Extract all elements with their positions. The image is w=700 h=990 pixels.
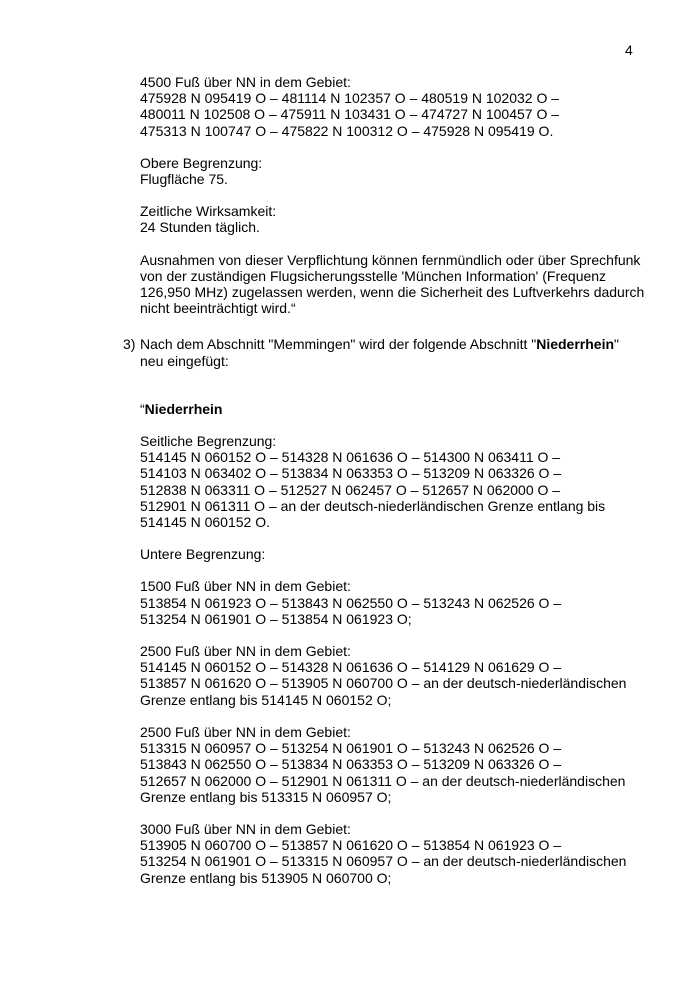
text-line: Grenze entlang bis 514145 N 060152 O;: [140, 691, 392, 708]
text-block-2: [140, 155, 645, 187]
section-heading: “Niederrhein: [140, 400, 223, 417]
text-line: 480011 N 102508 O – 475911 N 103431 O – 474727 N 100457 O –: [140, 106, 560, 123]
text-block-4: [140, 252, 645, 317]
page-content: [123, 74, 645, 902]
text-line: Obere Begrenzung:: [140, 154, 263, 171]
text-line: 24 Stunden täglich.: [140, 219, 260, 236]
text-line: Untere Begrenzung:: [140, 546, 266, 563]
text-line: 513843 N 062550 O – 513834 N 063353 O – 513209 N 063326 O –: [140, 756, 562, 773]
item-intro-line-1: Nach dem Abschnitt "Memmingen" wird der folgende Abschnitt "Niederrhein": [140, 336, 620, 353]
text-line: Grenze entlang bis 513905 N 060700 O;: [140, 869, 392, 886]
text-line: 512657 N 062000 O – 512901 N 061311 O – an der deutsch-niederländischen: [140, 772, 626, 789]
text-line: 512901 N 061311 O – an der deutsch-niederländischen Grenze entlang bis: [140, 497, 606, 514]
text-line: 512838 N 063311 O – 512527 N 062457 O – 512657 N 062000 O –: [140, 481, 561, 498]
text-line: Grenze entlang bis 513315 N 060957 O;: [140, 788, 392, 805]
text-line: 514145 N 060152 O – 514328 N 061636 O – 514129 N 061629 O –: [140, 659, 562, 676]
section-name-bold: Niederrhein: [536, 336, 615, 353]
text-line: 126,950 MHz) zugelassen werden, wenn die Sicherheit des Luftverkehrs dadurch: [140, 284, 645, 301]
text-line: 514145 N 060152 O.: [140, 514, 270, 531]
list-item-3: [123, 336, 645, 886]
sub-block-3: [140, 578, 645, 627]
text-line: Seitliche Begrenzung:: [140, 433, 277, 450]
continued-section: [140, 74, 645, 316]
sub-block-6: [140, 821, 645, 886]
text-line: 475313 N 100747 O – 475822 N 100312 O – 475928 N 095419 O.: [140, 122, 554, 139]
item-intro-line-2: neu eingefügt:: [140, 352, 229, 369]
text-block-3: [140, 203, 645, 235]
text-line: 2500 Fuß über NN in dem Gebiet:: [140, 643, 351, 660]
sub-block-4: [140, 643, 645, 708]
text-line: 513254 N 061901 O – 513854 N 061923 O;: [140, 610, 412, 627]
text-line: Flugfläche 75.: [140, 171, 228, 188]
list-item-body: [140, 336, 645, 885]
text-line: 513854 N 061923 O – 513843 N 062550 O – 513243 N 062526 O –: [140, 594, 562, 611]
text-line: 4500 Fuß über NN in dem Gebiet:: [140, 74, 351, 90]
page-number: 4: [625, 42, 633, 58]
list-marker: 3): [123, 336, 136, 353]
text-block-1: [140, 74, 645, 139]
sub-block-5: [140, 724, 645, 805]
sub-block-2: [140, 546, 645, 562]
text-line: 514103 N 063402 O – 513834 N 063353 O – 513209 N 063326 O –: [140, 465, 562, 482]
text-line: Zeitliche Wirksamkeit:: [140, 203, 277, 220]
niederrhein-section: [140, 433, 645, 886]
text-line: 513315 N 060957 O – 513254 N 061901 O – 513243 N 062526 O –: [140, 740, 562, 757]
text-line: 2500 Fuß über NN in dem Gebiet:: [140, 723, 351, 740]
text-line: 513254 N 061901 O – 513315 N 060957 O – an der deutsch-niederländischen: [140, 853, 627, 870]
text-line: nicht beeinträchtigt wird.“: [140, 300, 296, 317]
text-line: 475928 N 095419 O – 481114 N 102357 O – 480519 N 102032 O –: [140, 90, 560, 107]
text-line: 513905 N 060700 O – 513857 N 061620 O – 513854 N 061923 O –: [140, 837, 562, 854]
sub-block-1: [140, 433, 645, 530]
text-line: 514145 N 060152 O – 514328 N 061636 O – 514300 N 063411 O –: [140, 449, 561, 466]
text-line: 513857 N 061620 O – 513905 N 060700 O – an der deutsch-niederländischen: [140, 675, 627, 692]
text-line: von der zuständigen Flugsicherungsstelle 'München Information' (Frequenz: [140, 267, 607, 284]
text-line: 3000 Fuß über NN in dem Gebiet:: [140, 820, 351, 837]
text-line: Ausnahmen von dieser Verpflichtung können fernmündlich oder über Sprechfunk: [140, 251, 641, 268]
text-line: 1500 Fuß über NN in dem Gebiet:: [140, 578, 351, 595]
section-heading-bold: Niederrhein: [144, 400, 223, 417]
